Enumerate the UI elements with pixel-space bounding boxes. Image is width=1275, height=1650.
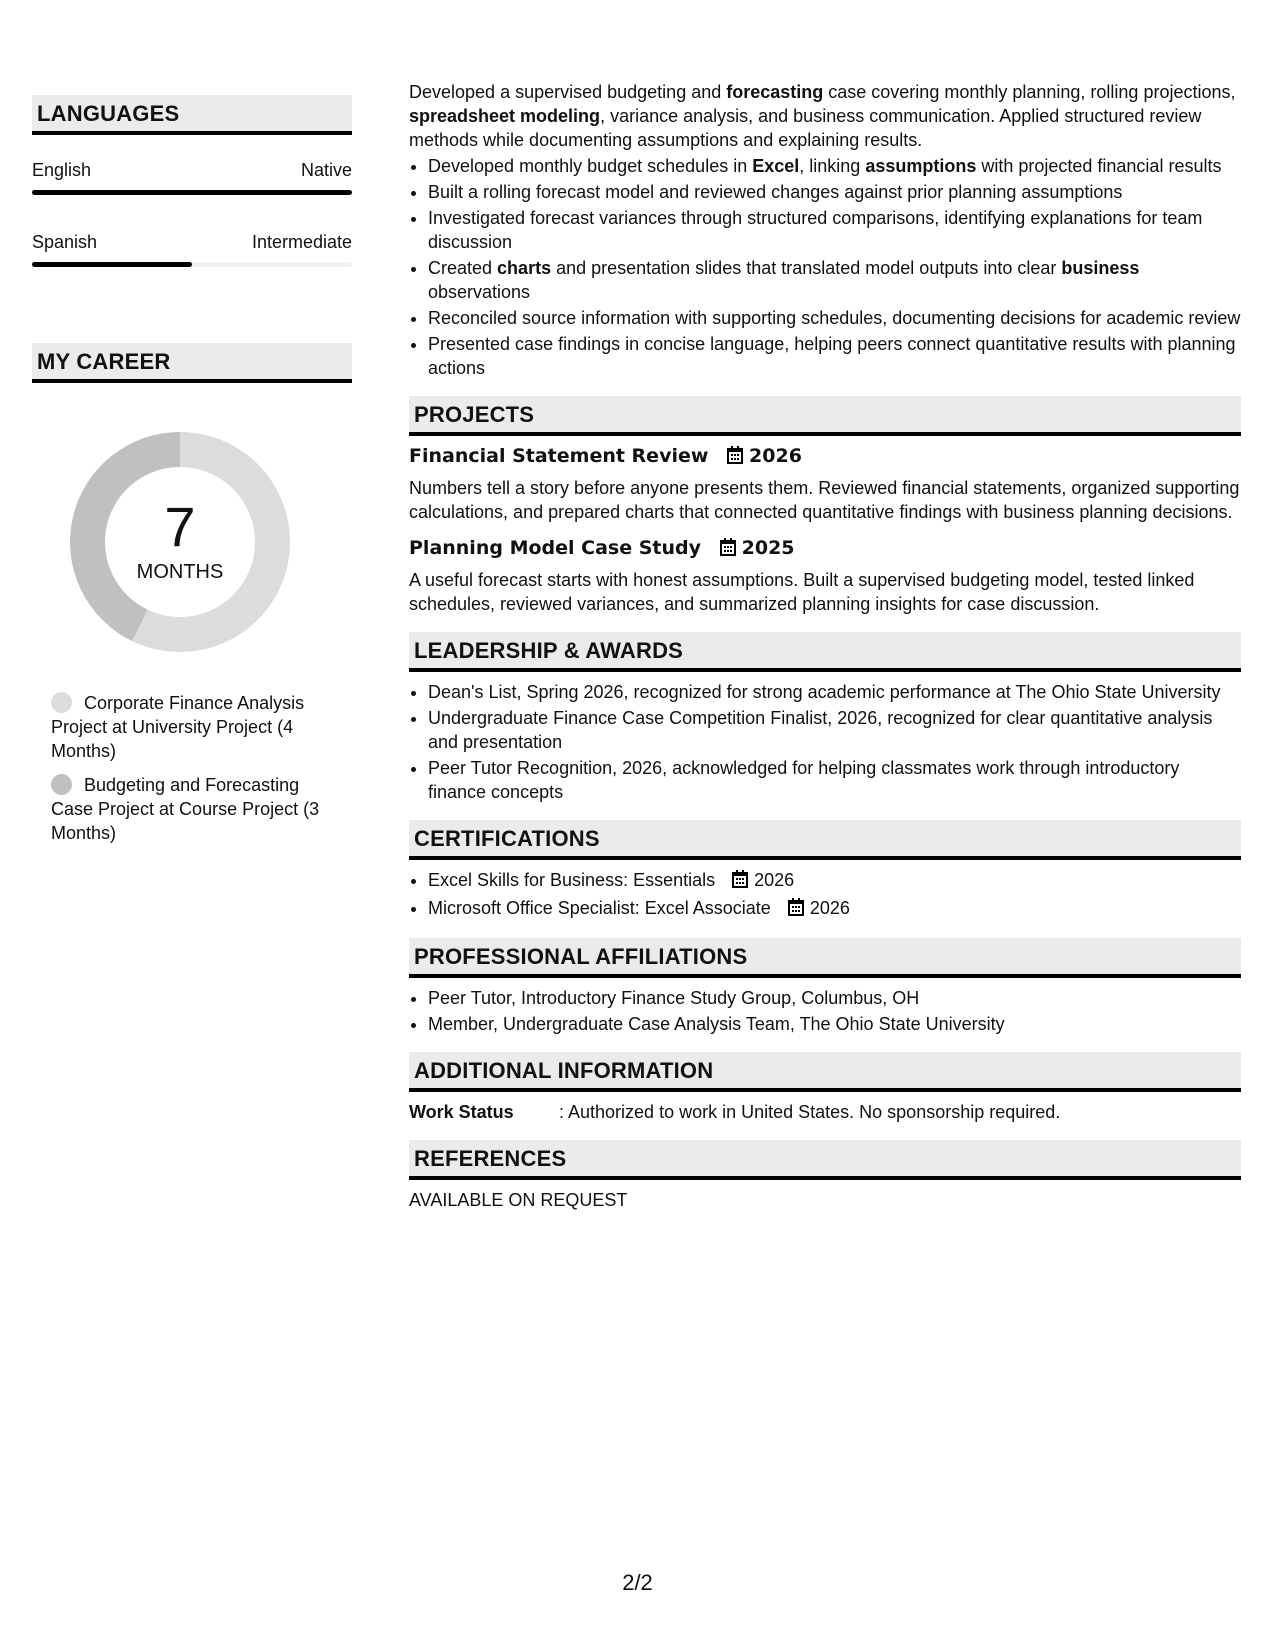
calendar-icon: [727, 446, 743, 470]
section-heading-projects: PROJECTS: [409, 396, 1241, 436]
project-title: Financial Statement Review: [409, 445, 709, 467]
legend-item: [51, 691, 321, 763]
languages-section: [32, 95, 352, 267]
career-total-months: 7: [164, 495, 196, 558]
summary-bullet: • Created charts and presentation slides that translated model outputs into clear business observations: [428, 256, 1241, 304]
references-text: AVAILABLE ON REQUEST: [409, 1190, 628, 1210]
certification-name: Excel Skills for Business: Essentials: [428, 870, 716, 890]
language-proficiency-bar: [32, 190, 352, 195]
summary-paragraph: [409, 80, 1241, 152]
career-total-unit: MONTHS: [136, 561, 224, 583]
project-year: 2026: [749, 445, 802, 467]
summary-bullet: • Reconciled source information with supporting schedules, documenting decisions for academic review: [428, 306, 1241, 330]
summary-bullets: [409, 154, 1241, 380]
certifications-list: [409, 868, 1241, 922]
certification-name: Microsoft Office Specialist: Excel Associate: [428, 898, 771, 918]
affiliations-list: [409, 986, 1241, 1036]
project-description: A useful forecast starts with honest assumptions. Built a supervised budgeting model, tested linked schedules, reviewed variances, and summarized planning insights for case discussion.: [409, 570, 1195, 614]
summary-bullet: • Investigated forecast variances through structured comparisons, identifying explanations for team discussion: [428, 206, 1241, 254]
project-description: Numbers tell a story before anyone presents them. Reviewed financial statements, organized supporting calculations, and prepared charts that connected quantitative findings with business planning decisions.: [409, 478, 1240, 522]
project-year: 2025: [741, 537, 795, 559]
summary-keyword: spreadsheet modeling: [409, 106, 601, 126]
project-item: [409, 444, 1241, 524]
left-column: [32, 95, 352, 855]
summary-text: case covering monthly planning, rolling projections,: [823, 82, 1236, 102]
summary-bullet: • Developed monthly budget schedules in Excel, linking assumptions with projected financial results: [428, 154, 1241, 178]
summary-text: , variance analysis, and business communication. Applied structured review methods while documenting assumptions and explaining results.: [409, 106, 1202, 150]
right-column: [409, 80, 1241, 1212]
language-item: [32, 231, 352, 267]
certification-year: 2026: [754, 870, 795, 890]
section-heading-languages: LANGUAGES: [32, 95, 352, 135]
leadership-list: [409, 680, 1241, 804]
calendar-icon: [788, 898, 804, 922]
language-level: Native: [300, 160, 352, 180]
certification-item: [428, 868, 1241, 894]
calendar-icon: [732, 870, 748, 894]
section-heading-references: REFERENCES: [409, 1140, 1241, 1180]
summary-keyword: forecasting: [726, 82, 824, 102]
section-heading-affiliations: PROFESSIONAL AFFILIATIONS: [409, 938, 1241, 978]
language-proficiency-fill: [32, 190, 352, 195]
calendar-icon: [720, 538, 736, 562]
project-item: [409, 536, 1241, 616]
certification-year: 2026: [809, 898, 850, 918]
affiliation-item: • Peer Tutor, Introductory Finance Study Group, Columbus, OH: [428, 986, 1241, 1010]
language-proficiency-bar: [32, 262, 352, 267]
language-name: English: [32, 160, 92, 180]
leadership-item: • Peer Tutor Recognition, 2026, acknowledged for helping classmates work through introductory finance concepts: [428, 756, 1241, 804]
project-title: Planning Model Case Study: [409, 537, 701, 559]
language-name: Spanish: [32, 232, 98, 252]
section-heading-additional: ADDITIONAL INFORMATION: [409, 1052, 1241, 1092]
legend-label: Budgeting and Forecasting Case Project at Course Project (3 Months): [51, 775, 320, 843]
certification-item: [428, 896, 1241, 922]
work-status-row: [409, 1100, 1241, 1124]
section-heading-certifications: CERTIFICATIONS: [409, 820, 1241, 860]
legend-label: Corporate Finance Analysis Project at University Project (4 Months): [51, 693, 305, 761]
affiliation-item: • Member, Undergraduate Case Analysis Team, The Ohio State University: [428, 1012, 1241, 1036]
summary-text: Developed a supervised budgeting and: [409, 82, 727, 102]
legend-item: [51, 773, 321, 845]
legend-dot: [51, 692, 72, 713]
language-proficiency-fill: [32, 262, 192, 267]
language-level: Intermediate: [251, 232, 352, 252]
legend-dot: [51, 774, 72, 795]
career-legend: [51, 691, 321, 845]
work-status-value: : Authorized to work in United States. No sponsorship required.: [559, 1102, 1061, 1122]
career-section: [32, 343, 352, 845]
summary-bullet: • Presented case findings in concise language, helping peers connect quantitative results with planning actions: [428, 332, 1241, 380]
language-item: [32, 159, 352, 195]
career-donut-chart: [65, 427, 295, 657]
work-status-label: Work Status: [409, 1102, 514, 1122]
section-heading-leadership: LEADERSHIP & AWARDS: [409, 632, 1241, 672]
page-number: 2/2: [622, 1570, 653, 1595]
section-heading-career: MY CAREER: [32, 343, 352, 383]
leadership-item: • Dean's List, Spring 2026, recognized for strong academic performance at The Ohio State University: [428, 680, 1241, 704]
leadership-item: • Undergraduate Finance Case Competition Finalist, 2026, recognized for clear quantitative analysis and presentation: [428, 706, 1241, 754]
summary-bullet: • Built a rolling forecast model and reviewed changes against prior planning assumptions: [428, 180, 1241, 204]
